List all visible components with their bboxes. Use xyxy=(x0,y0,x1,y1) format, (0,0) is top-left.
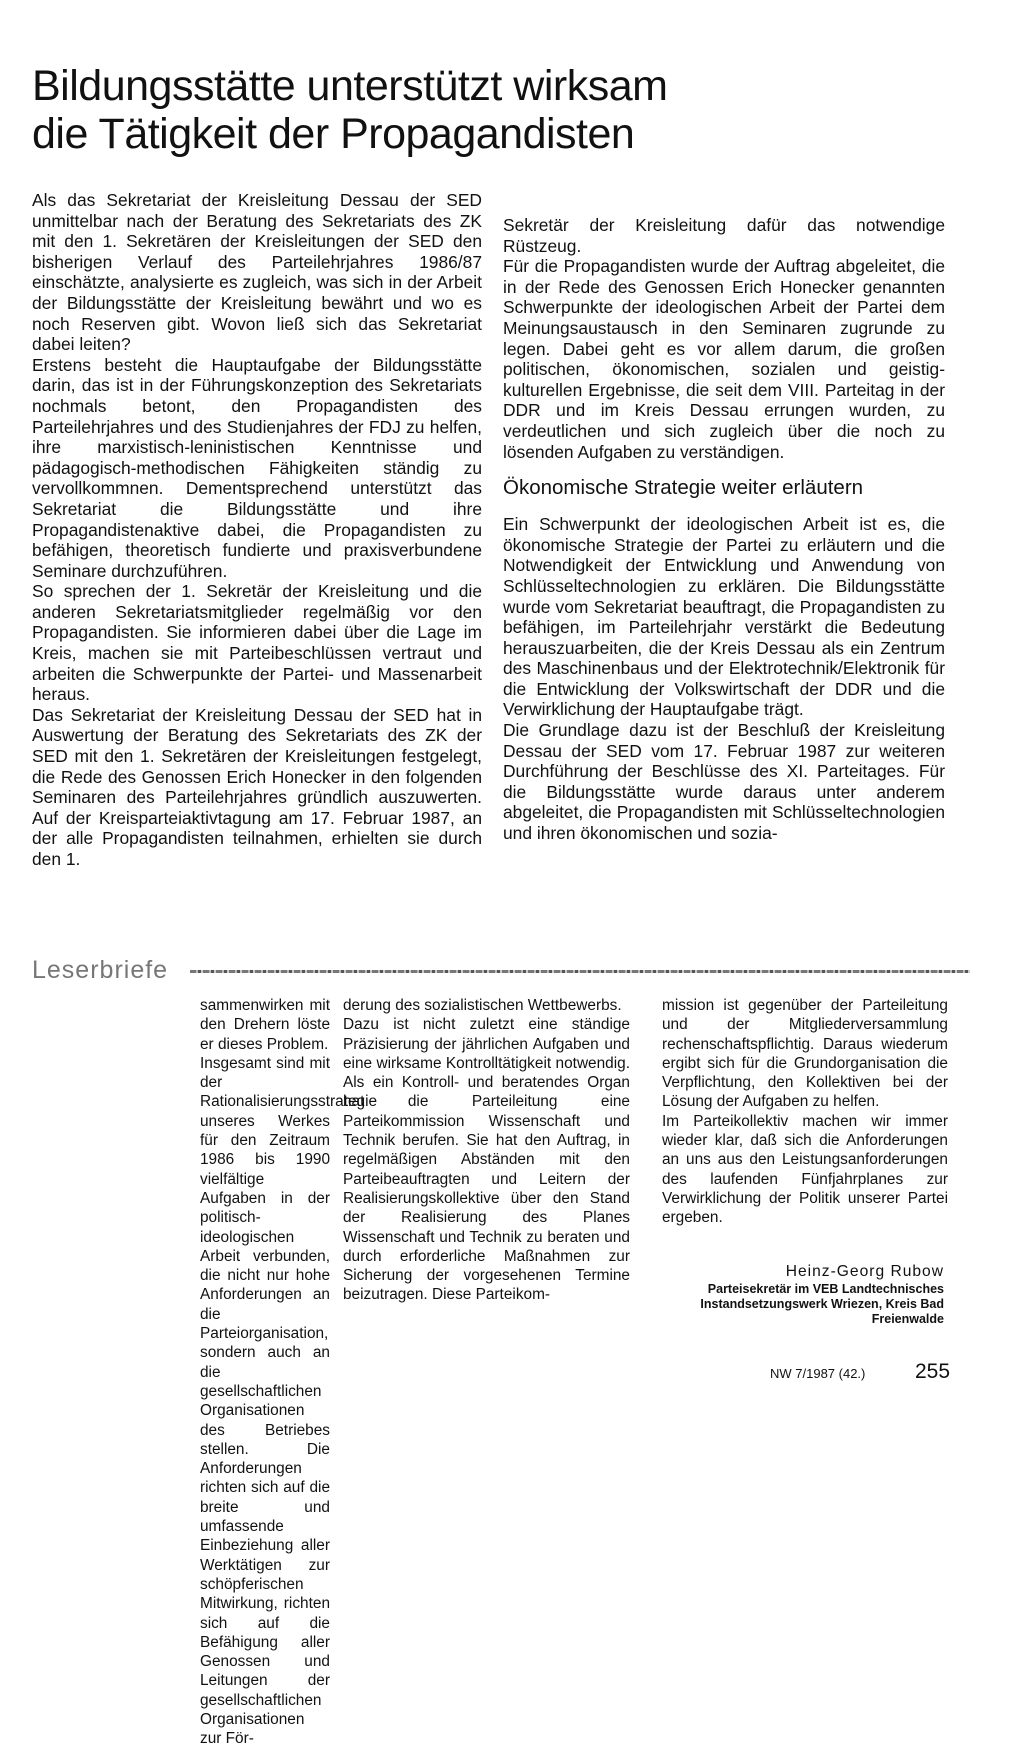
title-line-1: Bildungsstätte unterstützt wirksam xyxy=(32,62,668,110)
section-subheading: Ökonomische Strategie weiter erläutern xyxy=(503,476,864,500)
paragraph: Sekretär der Kreisleitung dafür das notwendige Rüstzeug. xyxy=(503,215,945,256)
signature-role-line: Instandsetzungswerk Wriezen, Kreis Bad xyxy=(700,1297,944,1311)
paragraph: derung des sozialistischen Wettbewerbs. xyxy=(343,997,622,1014)
title-line-2: die Tätigkeit der Propagandisten xyxy=(32,110,635,158)
paragraph: Dazu ist nicht zuletzt eine ständige Präzisierung der jährlichen Aufgaben und eine wirksame Kontrolltätigkeit notwendig. Als ein Kontroll- und beratendes Organ hat die Parteileitung eine Parteikommission Wissenschaft und Technik berufen. Sie hat den Auftrag, in regelmäßigen Abständen mit den Parteibeauftragten und Leitern der Realisierungskollektive über den Stand der Realisierung des Planes Wissenschaft und Technik zu beraten und durch erforderliche Maßnahmen zur Sicherung der vorgesehenen Termine beizutragen. Diese Parteikom- xyxy=(343,1016,630,1304)
letters-section-label: Leserbriefe xyxy=(32,956,169,984)
letter-column-2 xyxy=(343,996,630,1305)
paragraph: Erstens besteht die Hauptaufgabe der Bildungsstätte darin, das ist in der Führungskonzeption des Sekretariats nochmals betont, den Propagandisten des Parteilehrjahres und des Studienjahres der FDJ zu helfen, ihre marxistisch-leninistischen Kenntnisse und pädagogisch-methodischen Fähigkeiten ständig zu vervollkommnen. Dementsprechend unterstützt das Sekretariat die Bildungsstätte und ihre Propagandistenaktive dabei, die Propagandisten zu befähigen, theoretisch fundierte und praxisverbundene Seminare durchzuführen. xyxy=(32,354,482,581)
page-number: 255 xyxy=(915,1360,951,1383)
letter-column-3 xyxy=(662,996,948,1228)
signature-name: Heinz-Georg Rubow xyxy=(785,1263,944,1280)
paragraph: Für die Propagandisten wurde der Auftrag abgeleitet, die in der Rede des Genossen Erich Honecker genannten Schwerpunkte der ideologischen Arbeit der Partei dem Meinungsaustausch in den Seminaren zugrunde zu legen. Dabei geht es vor allem darum, die großen politischen, ökonomischen, sozialen und geistig-kulturellen Ergebnisse, die seit dem VIII. Parteitag in der DDR und im Kreis Dessau errungen wurden, zu verdeutlichen und sich zugleich über die noch zu lösenden Aufgaben zu verständigen. xyxy=(503,256,945,462)
letter-signature xyxy=(624,1262,944,1327)
paragraph: sammenwirken mit den Drehern löste er dieses Problem. xyxy=(200,997,330,1053)
paragraph: mission ist gegenüber der Parteileitung und der Mitgliederversammlung rechenschaftspflichtig. Daraus wiederum ergibt sich für die Grundorganisation die Verpflichtung, den Kollektiven bei der Lösung der Aufgaben zu helfen. xyxy=(662,997,948,1111)
paragraph: Ein Schwerpunkt der ideologischen Arbeit ist es, die ökonomische Strategie der Partei zu erläutern und die Notwendigkeit der Entwicklung und Anwendung von Schlüsseltechnologien zu erklären. Die Bildungsstätte wurde vom Sekretariat beauftragt, die Propagandisten zu befähigen, im Parteilehrjahr verstärkt die Bedeutung herauszuarbeiten, die der Kreis Dessau als ein Zentrum des Maschinenbaus und der Elektrotechnik/Elektronik für die Entwicklung der Volkswirtschaft der DDR und die Verwirklichung der Hauptaufgabe trägt. xyxy=(503,514,945,720)
paragraph: Im Parteikollektiv machen wir immer wieder klar, daß sich die Anforderungen an uns aus den Leistungsanforderungen des laufenden Fünfjahrplanes zur Verwirklichung der Politik unserer Partei ergeben. xyxy=(662,1112,948,1227)
letter-column-1 xyxy=(200,996,378,1749)
paragraph: Das Sekretariat der Kreisleitung Dessau der SED hat in Auswertung der Beratung des Sekretariats des ZK der SED mit den 1. Sekretären der Kreisleitungen festgelegt, die Rede des Genossen Erich Honecker in den folgenden Seminaren des Parteilehrjahres gründlich auszuwerten. Auf der Kreisparteiaktivtagung am 17. Februar 1987, an der alle Propagandisten teilnahmen, erhielten sie durch den 1. xyxy=(32,704,482,869)
paragraph: So sprechen der 1. Sekretär der Kreisleitung und die anderen Sekretariatsmitglieder regelmäßig vor den Propagandisten. Sie informieren dabei über die Lage im Kreis, machen sie mit Parteibeschlüssen vertraut und arbeiten die Schwerpunkte der Partei- und Massenarbeit heraus. xyxy=(32,581,482,705)
page-footer xyxy=(770,1360,970,1390)
paragraph: Als das Sekretariat der Kreisleitung Dessau der SED unmittelbar nach der Beratung des Sekretariats des ZK mit den 1. Sekretären der Kreisleitungen der SED den bisherigen Verlauf des Parteilehrjahres 1986/87 einschätzte, analysierte es zugleich, was sich in der Arbeit der Bildungsstätte der Kreisleitung bewährt und wo es noch Reserven gibt. Wovon ließ sich das Sekretariat dabei leiten? xyxy=(32,190,482,355)
journal-issue: NW 7/1987 (42.) xyxy=(770,1366,866,1381)
signature-role-line: Parteisekretär im VEB Landtechnisches xyxy=(707,1282,944,1296)
paragraph: Die Grundlage dazu ist der Beschluß der Kreisleitung Dessau der SED vom 17. Februar 1987 zur weiteren Durchführung der Beschlüsse des XI. Parteitages. Für die Bildungsstätte wurde daraus unter anderem abgeleitet, die Propagandisten mit Schlüsseltechnologien und ihren ökonomischen und sozia- xyxy=(503,720,945,844)
signature-role-line: Freienwalde xyxy=(871,1312,944,1326)
paragraph: Insgesamt sind mit der Rationalisierungsstrategie unseres Werkes für den Zeitraum 1986 bis 1990 vielfältige Aufgaben in der politisch-ideologischen Arbeit verbunden, die nicht nur hohe Anforderungen an die Parteiorganisation, sondern auch an die gesellschaftlichen Organisationen des Betriebes stellen. Die Anforderungen richten sich auf die breite und umfassende Einbeziehung aller Werktätigen zur schöpferischen Mitwirkung, richten sich auf die Befähigung aller Genossen und Leitungen der gesellschaftlichen Organisationen zur För- xyxy=(200,1054,378,1748)
